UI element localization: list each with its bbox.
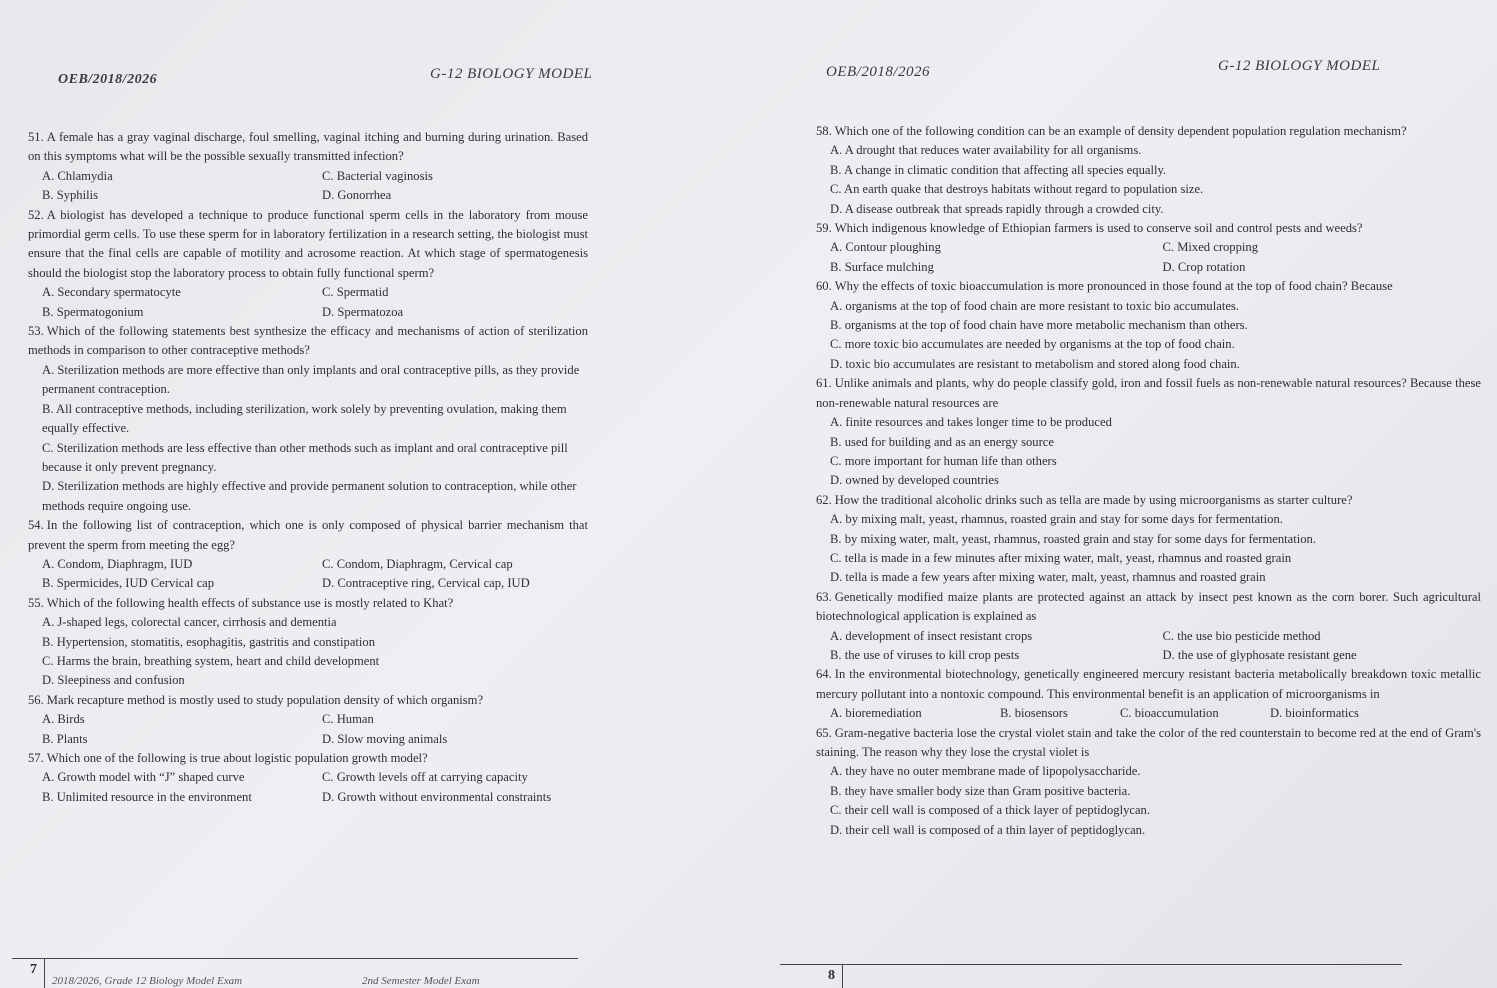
answer-option[interactable]: C. more toxic bio accumulates are needed by organisms at the top of food chain.: [830, 337, 1235, 352]
question-63: [816, 588, 1481, 666]
answer-option[interactable]: B. All contraceptive methods, including sterilization, work solely by preventing ovulation, making them equally effective.: [42, 401, 567, 436]
question-number: 58.: [816, 124, 832, 138]
answer-option[interactable]: A. development of insect resistant crops: [830, 628, 1033, 643]
question-number: 57.: [28, 751, 44, 765]
answer-option[interactable]: B. organisms at the top of food chain have more metabolic mechanism than others.: [830, 318, 1248, 333]
answer-option[interactable]: D. Sleepiness and confusion: [42, 673, 185, 688]
answer-option[interactable]: D. Gonorrhea: [322, 188, 392, 203]
answer-option[interactable]: A. by mixing malt, yeast, rhamnus, roasted grain and stay for some days for fermentation.: [830, 512, 1283, 527]
question-text: In the following list of contraception, which one is only composed of physical barrier mechanism that prevent the sperm from meeting the egg?: [28, 518, 588, 552]
answer-option[interactable]: A. Sterilization methods are more effective than only implants and oral contraceptive pills, as they provide permanent contraception.: [42, 362, 580, 397]
answer-option[interactable]: B. Surface mulching: [830, 259, 934, 274]
question-number: 64.: [816, 667, 832, 682]
question-53: [28, 322, 588, 516]
answer-option[interactable]: C. their cell wall is composed of a thick layer of peptidoglycan.: [830, 803, 1150, 818]
question-text: Which of the following statements best synthesize the efficacy and mechanisms of action of sterilization methods in comparison to other contraceptive methods?: [28, 324, 588, 358]
question-stem: [28, 691, 588, 710]
exam-title: G-12 BIOLOGY MODEL: [430, 66, 593, 82]
question-52: [28, 206, 588, 322]
answer-option[interactable]: D. toxic bio accumulates are resistant to metabolism and stored along food chain.: [830, 356, 1240, 371]
question-number: 52.: [28, 207, 44, 222]
answer-options: [28, 613, 588, 691]
answer-option[interactable]: C. Bacterial vaginosis: [322, 168, 433, 183]
question-text: A female has a gray vaginal discharge, foul smelling, vaginal itching and burning during urination. Based on this symptoms what will be the possible sexually transmitted infection?: [28, 130, 588, 164]
footer-semester: 2nd Semester Model Exam: [362, 975, 480, 987]
answer-options: [816, 413, 1481, 491]
question-stem: [816, 219, 1481, 238]
answer-option[interactable]: C. tella is made in a few minutes after mixing water, malt, yeast, rhamnus and roasted grain: [830, 550, 1292, 565]
answer-option[interactable]: C. Sterilization methods are less effective than other methods such as implant and oral contraceptive pill because it only prevent pregnancy.: [42, 440, 568, 474]
question-stem: [816, 724, 1481, 763]
question-58: [816, 122, 1481, 219]
question-stem: [28, 594, 588, 613]
question-number: 61.: [816, 376, 832, 391]
answer-option[interactable]: D. Slow moving animals: [322, 731, 448, 746]
answer-option[interactable]: A. Birds: [42, 712, 85, 727]
footer-divider: [780, 964, 1402, 965]
page-number: 7: [30, 962, 37, 977]
question-stem: [28, 322, 588, 361]
answer-option[interactable]: B. A change in climatic condition that affecting all species equally.: [830, 162, 1167, 177]
page-right: [760, 0, 1497, 988]
question-text: In the environmental biotechnology, genetically engineered mercury resistant bacteria metabolically breakdown toxic metallic mercury pollutant into a nontoxic compound. This environmental benefit is an application of microorganisms in: [816, 667, 1481, 701]
question-number: 60.: [816, 279, 832, 294]
answer-option[interactable]: B. used for building and as an energy source: [830, 434, 1054, 449]
page-number: 8: [828, 968, 835, 983]
answer-option[interactable]: A. Chlamydia: [42, 168, 113, 183]
answer-option[interactable]: A. organisms at the top of food chain are more resistant to toxic bio accumulates.: [830, 298, 1239, 313]
question-61: [816, 374, 1481, 490]
answer-option[interactable]: D. Sterilization methods are highly effective and provide permanent solution to contraception, while other methods require ongoing use.: [42, 479, 577, 513]
answer-option[interactable]: D. Growth without environmental constraints: [322, 789, 552, 804]
answer-option[interactable]: B. Plants: [42, 731, 88, 746]
question-text: Which of the following health effects of substance use is mostly related to Khat?: [46, 595, 454, 610]
answer-options: [28, 167, 588, 206]
question-text: Unlike animals and plants, why do people classify gold, iron and fossil fuels as non-renewable natural resources? Because these non-renewable natural resources are: [816, 376, 1481, 410]
question-text: Why the effects of toxic bioaccumulation is more pronounced in those found at the top of food chain? Because: [834, 279, 1393, 294]
question-number: 62.: [816, 492, 832, 507]
answer-option[interactable]: B. Unlimited resource in the environment: [42, 789, 252, 804]
answer-option[interactable]: D. tella is made a few years after mixing water, malt, yeast, rhamnus and roasted grain: [830, 570, 1266, 585]
answer-option[interactable]: C. Condom, Diaphragm, Cervical cap: [322, 556, 513, 571]
answer-option[interactable]: D. Crop rotation: [1162, 259, 1246, 274]
question-text: Genetically modified maize plants are protected against an attack by insect pest known as the corn borer. Such agricultural biotechnological application is explained as: [816, 589, 1481, 624]
answer-option[interactable]: C. more important for human life than others: [830, 453, 1057, 468]
question-text: Gram-negative bacteria lose the crystal violet stain and take the color of the red counterstain to become red at the end of Gram's staining. The reason why they lose the crystal violet is: [816, 725, 1481, 759]
question-text: Which indigenous knowledge of Ethiopian farmers is used to conserve soil and control pests and weeds?: [834, 221, 1363, 236]
answer-option[interactable]: D. owned by developed countries: [830, 473, 999, 488]
question-stem: [816, 588, 1481, 627]
question-60: [816, 277, 1481, 374]
answer-options: [816, 297, 1481, 375]
answer-options: [28, 555, 588, 594]
question-55: [28, 594, 588, 691]
question-text: Which one of the following is true about logistic population growth model?: [46, 751, 428, 765]
footer-text: 2018/2026, Grade 12 Biology Model Exam: [52, 975, 243, 987]
answer-option[interactable]: B. the use of viruses to kill crop pests: [830, 647, 1020, 662]
footer-divider: [12, 958, 578, 959]
question-column-left: [28, 128, 588, 807]
answer-options: [816, 627, 1481, 666]
answer-options: [816, 762, 1481, 840]
question-64: [816, 665, 1481, 723]
answer-option[interactable]: A. Growth model with “J” shaped curve: [42, 770, 245, 785]
question-number: 56.: [28, 692, 44, 707]
question-text: Mark recapture method is mostly used to study population density of which organism?: [46, 692, 484, 707]
question-stem: [816, 665, 1481, 704]
answer-option[interactable]: C. An earth quake that destroys habitats without regard to population size.: [830, 182, 1204, 197]
answer-option[interactable]: C. Growth levels off at carrying capacity: [322, 770, 528, 785]
answer-option[interactable]: C. Human: [322, 712, 374, 727]
question-stem: [28, 516, 588, 555]
question-65: [816, 724, 1481, 840]
answer-option[interactable]: D. Spermatozoa: [322, 304, 404, 319]
footer-page-separator: [44, 958, 45, 988]
question-number: 51.: [28, 130, 44, 144]
question-number: 54.: [28, 518, 44, 533]
question-stem: [28, 749, 588, 768]
question-text: A biologist has developed a technique to produce functional sperm cells in the laboratory from mouse primordial germ cells. To use these sperm for in laboratory fertilization in a research setting, the biologist must ensure that the final cells are capable of motility and acrosome reaction. At which stage of spermatogenesis should the biologist stop the laboratory process to obtain fully functional sperm?: [28, 207, 588, 280]
question-number: 65.: [816, 725, 832, 740]
question-56: [28, 691, 588, 749]
question-number: 53.: [28, 324, 44, 339]
question-text: Which one of the following condition can be an example of density dependent population regulation mechanism?: [834, 124, 1407, 138]
answer-option[interactable]: B. Spermicides, IUD Cervical cap: [42, 576, 215, 591]
answer-option[interactable]: C. bioaccumulation: [1120, 706, 1219, 721]
question-stem: [816, 122, 1481, 141]
answer-options: [28, 361, 588, 516]
answer-options: [816, 510, 1481, 588]
answer-option[interactable]: D. bioinformatics: [1270, 706, 1359, 721]
answer-options: [816, 141, 1481, 219]
answer-option[interactable]: B. Hypertension, stomatitis, esophagitis, gastritis and constipation: [42, 634, 376, 649]
answer-option[interactable]: D. their cell wall is composed of a thin layer of peptidoglycan.: [830, 822, 1146, 837]
answer-options: [816, 238, 1481, 277]
question-57: [28, 749, 588, 807]
exam-code: OEB/2018/2026: [826, 64, 930, 80]
question-59: [816, 219, 1481, 277]
question-number: 63.: [816, 589, 832, 604]
question-stem: [816, 277, 1481, 296]
answer-option[interactable]: B. they have smaller body size than Gram positive bacteria.: [830, 783, 1131, 798]
question-stem: [816, 491, 1481, 510]
question-text: How the traditional alcoholic drinks such as tella are made by using microorganisms as starter culture?: [834, 492, 1353, 507]
answer-option[interactable]: D. A disease outbreak that spreads rapidly through a crowded city.: [830, 201, 1164, 216]
answer-option[interactable]: B. by mixing water, malt, yeast, rhamnus, roasted grain and stay for some days for fermentation.: [830, 531, 1316, 546]
answer-option[interactable]: C. Mixed cropping: [1162, 240, 1258, 255]
answer-option[interactable]: A. Condom, Diaphragm, IUD: [42, 556, 193, 571]
question-stem: [816, 374, 1481, 413]
footer-page-separator: [842, 964, 843, 988]
answer-option[interactable]: A. they have no outer membrane made of lipopolysaccharide.: [830, 764, 1141, 779]
answer-option[interactable]: C. Spermatid: [322, 285, 389, 300]
exam-code: OEB/2018/2026: [58, 72, 158, 87]
answer-option[interactable]: B. biosensors: [1000, 706, 1068, 721]
answer-option[interactable]: D. Contraceptive ring, Cervical cap, IUD: [322, 576, 530, 591]
exam-title: G-12 BIOLOGY MODEL: [1218, 58, 1381, 74]
answer-options: [816, 704, 1481, 723]
answer-option[interactable]: A. Secondary spermatocyte: [42, 285, 181, 300]
answer-options: [28, 283, 588, 322]
answer-option[interactable]: A. Contour ploughing: [830, 240, 941, 255]
question-column-right: [816, 122, 1481, 840]
question-stem: [28, 128, 588, 167]
answer-option[interactable]: D. the use of glyphosate resistant gene: [1162, 647, 1357, 662]
question-51: [28, 128, 588, 206]
question-54: [28, 516, 588, 594]
answer-option[interactable]: C. the use bio pesticide method: [1162, 628, 1321, 643]
question-62: [816, 491, 1481, 588]
answer-option[interactable]: A. bioremediation: [830, 706, 922, 721]
answer-option[interactable]: A. finite resources and takes longer time to be produced: [830, 415, 1112, 430]
question-number: 55.: [28, 595, 44, 610]
answer-option[interactable]: C. Harms the brain, breathing system, heart and child development: [42, 653, 380, 668]
question-number: 59.: [816, 221, 832, 236]
answer-option[interactable]: A. J-shaped legs, colorectal cancer, cirrhosis and dementia: [42, 615, 337, 630]
answer-options: [28, 710, 588, 749]
answer-option[interactable]: B. Spermatogonium: [42, 304, 144, 319]
question-stem: [28, 206, 588, 284]
answer-options: [28, 768, 588, 807]
answer-option[interactable]: B. Syphilis: [42, 188, 98, 203]
answer-option[interactable]: A. A drought that reduces water availability for all organisms.: [830, 143, 1142, 158]
